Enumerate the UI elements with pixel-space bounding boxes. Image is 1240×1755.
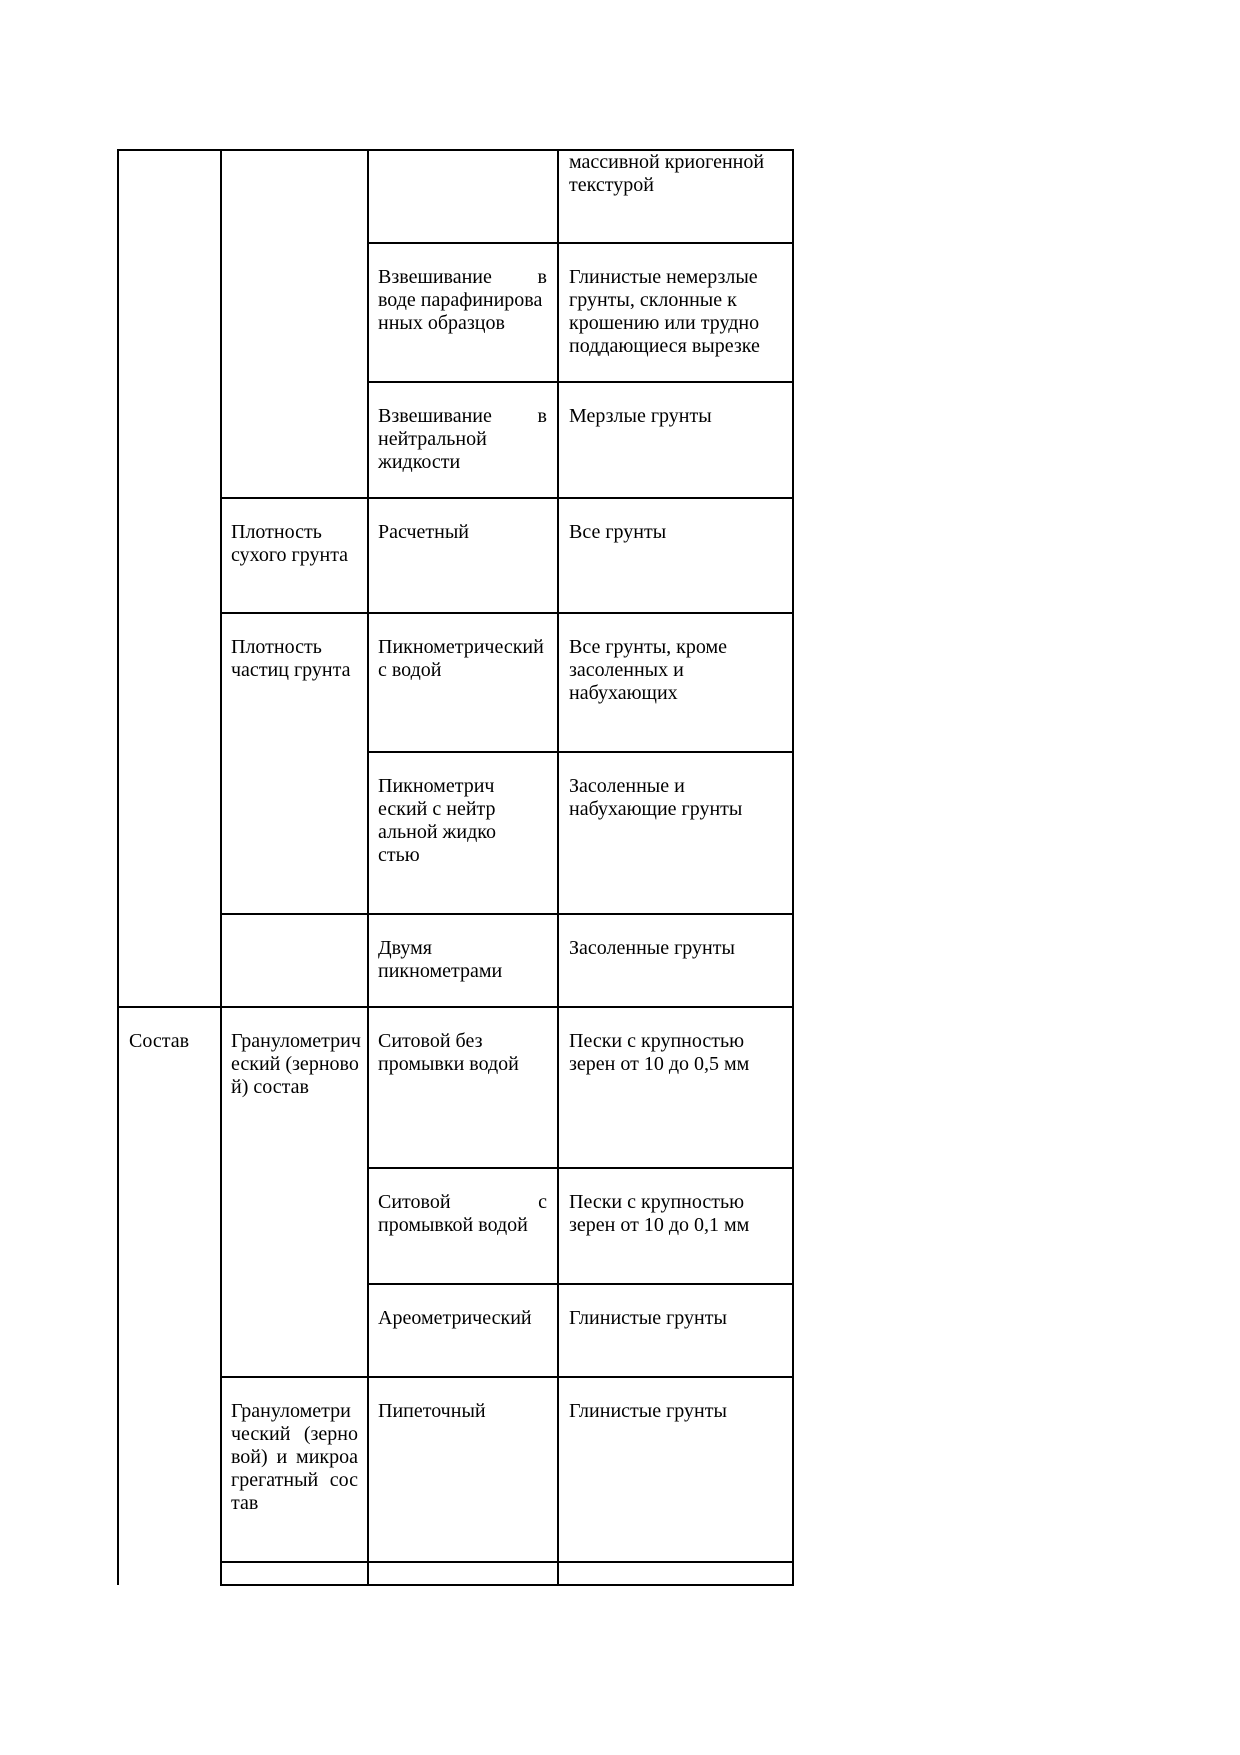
applies-cell: Глинистые грунты: [569, 1400, 727, 1422]
column-divider: [367, 149, 369, 1586]
table-border-right: [792, 149, 794, 1586]
method-first-line: [378, 1191, 547, 1214]
characteristic-cell: Плотность частиц грунта: [231, 636, 351, 681]
table-border-left: [117, 149, 119, 1585]
table-border-bottom: [220, 1584, 794, 1586]
method-word: с: [538, 1191, 547, 1213]
column-divider: [557, 149, 559, 1586]
applies-cell: Все грунты, кроме засоленных и набухающих: [569, 636, 728, 704]
applies-cell: Глинистые немерзлые грунты, склонные к крошению или трудно поддающиеся вырезке: [569, 266, 760, 357]
method-cell: Пикнометрический с водой: [378, 636, 544, 681]
row-divider: [367, 751, 794, 753]
row-divider: [220, 1561, 794, 1563]
method-cell: Ситовой без промывки водой: [378, 1030, 519, 1075]
group-cell: Состав: [129, 1030, 190, 1052]
row-divider: [220, 497, 794, 499]
method-cell: [378, 405, 547, 474]
method-cell: Ареометрический: [378, 1307, 532, 1329]
method-rest: воде парафинированных образцов: [378, 289, 543, 334]
method-word: в: [537, 266, 547, 288]
method-cell: Пикнометрический с нейтральной жидкостью: [378, 775, 496, 866]
method-cell: [378, 266, 547, 335]
method-cell: Расчетный: [378, 521, 469, 543]
applies-cell: Засоленные и набухающие грунты: [569, 775, 743, 820]
applies-cell: Глинистые грунты: [569, 1307, 727, 1329]
row-divider: [220, 612, 794, 614]
method-cell: Двумя пикнометрами: [378, 937, 503, 982]
method-word: Взвешивание: [378, 266, 492, 288]
applies-cell: Пески с крупностью зерен от 10 до 0,5 мм: [569, 1030, 750, 1075]
row-divider: [367, 381, 794, 383]
method-first-line: [378, 405, 547, 428]
row-divider: [367, 1283, 794, 1285]
characteristic-cell: Плотность сухого грунта: [231, 521, 349, 566]
method-first-line: [378, 266, 547, 289]
applies-cell: Мерзлые грунты: [569, 405, 712, 427]
method-word: Взвешивание: [378, 405, 492, 427]
applies-cell: Засоленные грунты: [569, 937, 735, 959]
method-word: Ситовой: [378, 1191, 451, 1213]
applies-cell: массивной криогенной текстурой: [569, 151, 765, 196]
characteristic-cell: Гранулометрический (зерновой) состав: [231, 1030, 361, 1098]
row-divider: [367, 242, 794, 244]
characteristic-cell: Гранулометрический (зерновой) и микроагрегатный состав: [231, 1400, 358, 1514]
row-divider: [117, 1006, 794, 1008]
row-divider: [220, 1376, 794, 1378]
column-divider: [220, 149, 222, 1586]
row-divider: [220, 913, 794, 915]
method-cell: Пипеточный: [378, 1400, 486, 1422]
method-cell: [378, 1191, 547, 1237]
applies-cell: Все грунты: [569, 521, 667, 543]
applies-cell: Пески с крупностью зерен от 10 до 0,1 мм: [569, 1191, 750, 1236]
method-word: в: [537, 405, 547, 427]
row-divider: [367, 1167, 794, 1169]
method-rest: нейтральной жидкости: [378, 428, 487, 473]
method-rest: промывкой водой: [378, 1214, 528, 1236]
